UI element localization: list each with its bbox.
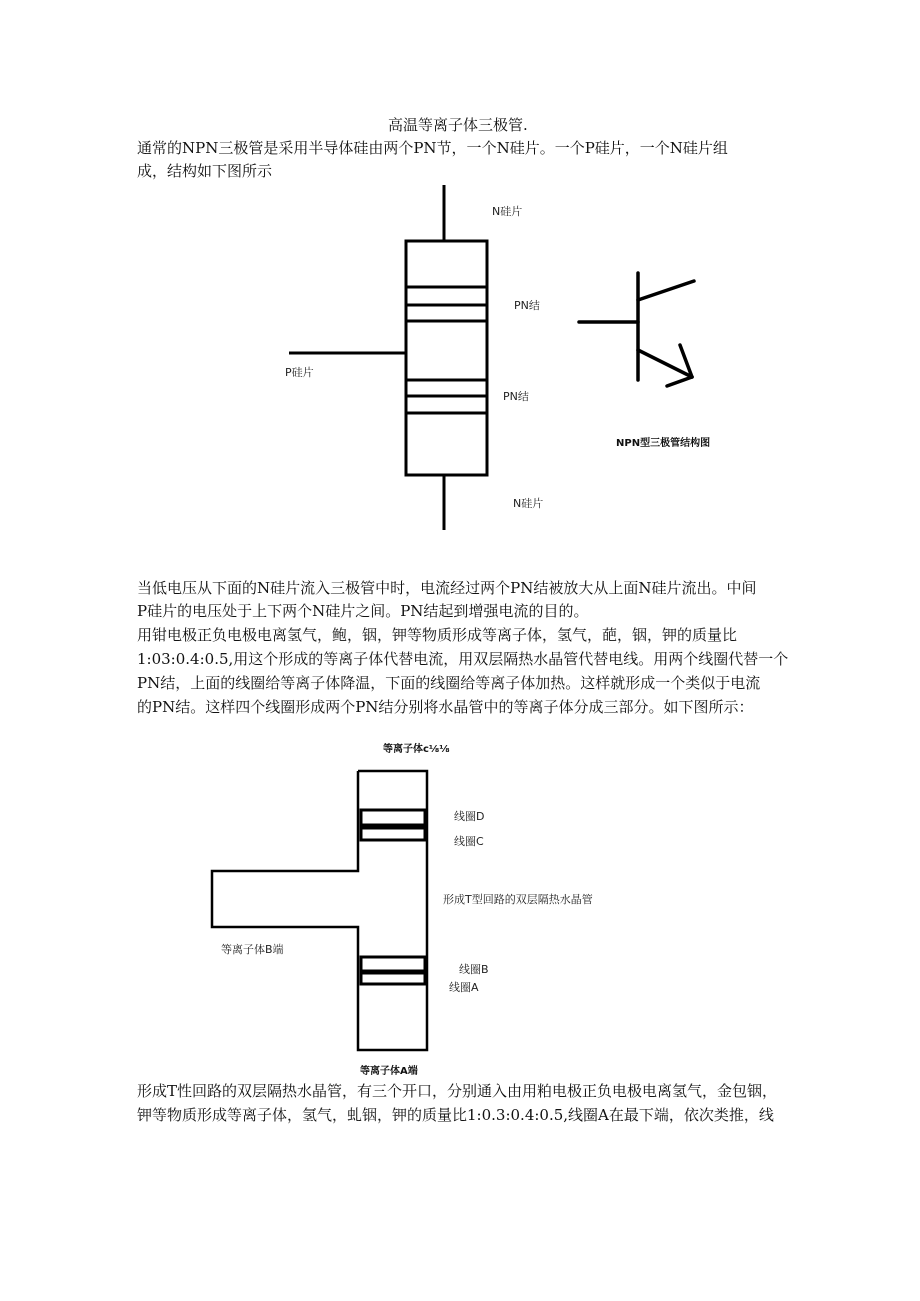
label-plasma-c-end: 等离子体c⅛⅛ — [383, 744, 450, 755]
label-n-silicon-top: N硅片 — [492, 205, 523, 218]
intro-line-2: 成，结构如下图所示 — [137, 162, 273, 180]
label-pn-junction-top: PN结 — [514, 299, 540, 312]
label-p-silicon: P硅片 — [285, 366, 314, 379]
para2-line-3: 用钳电极正负电极电离氢气，鲍，铟，钾等物质形成等离子体，氢气，葩，铟，钾的质量比 — [137, 626, 738, 644]
para2-line-5: PN结，上面的线圈给等离子体降温，下面的线圈给等离子体加热。这样就形成一个类似于电流 — [137, 674, 761, 692]
para3-line-2: 钾等物质形成等离子体，氢气，虬铟，钾的质量比1:0.3:0.4:0.5,线圈A在最下端，依次类推，线 — [137, 1106, 774, 1124]
label-coil-d: 线圈D — [454, 810, 485, 823]
intro-line-1: 通常的NPN三极管是采用半导体硅由两个PN节，一个N硅片。一个P硅片，一个N硅片组 — [137, 139, 728, 157]
coil-b — [361, 957, 425, 971]
label-plasma-b-end: 等离子体B端 — [221, 943, 284, 956]
coil-d — [361, 810, 425, 825]
document-title: 高温等离子体三极管. — [388, 116, 528, 134]
tube-outline — [212, 771, 427, 1050]
label-coil-c: 线圈C — [454, 835, 484, 848]
label-tube: 形成T型回路的双层隔热水晶管 — [443, 893, 593, 906]
para2-line-6: 的PN结。这样四个线圈形成两个PN结分别将水晶管中的等离子体分成三部分。如下图所示： — [137, 698, 754, 716]
figure1-caption: NPN型三极管结构图 — [616, 438, 711, 449]
para2-line-2: P硅片的电压处于上下两个N硅片之间。PN结起到增强电流的目的。 — [137, 602, 589, 620]
label-plasma-a-end: 等离子体A端 — [360, 1066, 418, 1077]
para2-line-1: 当低电压从下面的N硅片流入三极管中时，电流经过两个PN结被放大从上面N硅片流出。中间 — [137, 579, 757, 597]
coil-a — [361, 973, 425, 984]
label-coil-a: 线圈A — [449, 981, 479, 994]
coil-c — [361, 828, 425, 840]
label-coil-b: 线圈B — [459, 963, 489, 976]
label-n-silicon-bottom: N硅片 — [513, 497, 544, 510]
para2-line-4: 1:03:0.4:0.5,用这个形成的等离子体代替电流，用双层隔热水晶管代替电线。用两个线圈代替一个 — [137, 650, 789, 668]
para3-line-1: 形成T性回路的双层隔热水晶管，有三个开口，分别通入由用粕电极正负电极电离氢气，金包铟， — [137, 1082, 778, 1100]
label-pn-junction-bottom: PN结 — [503, 390, 529, 403]
